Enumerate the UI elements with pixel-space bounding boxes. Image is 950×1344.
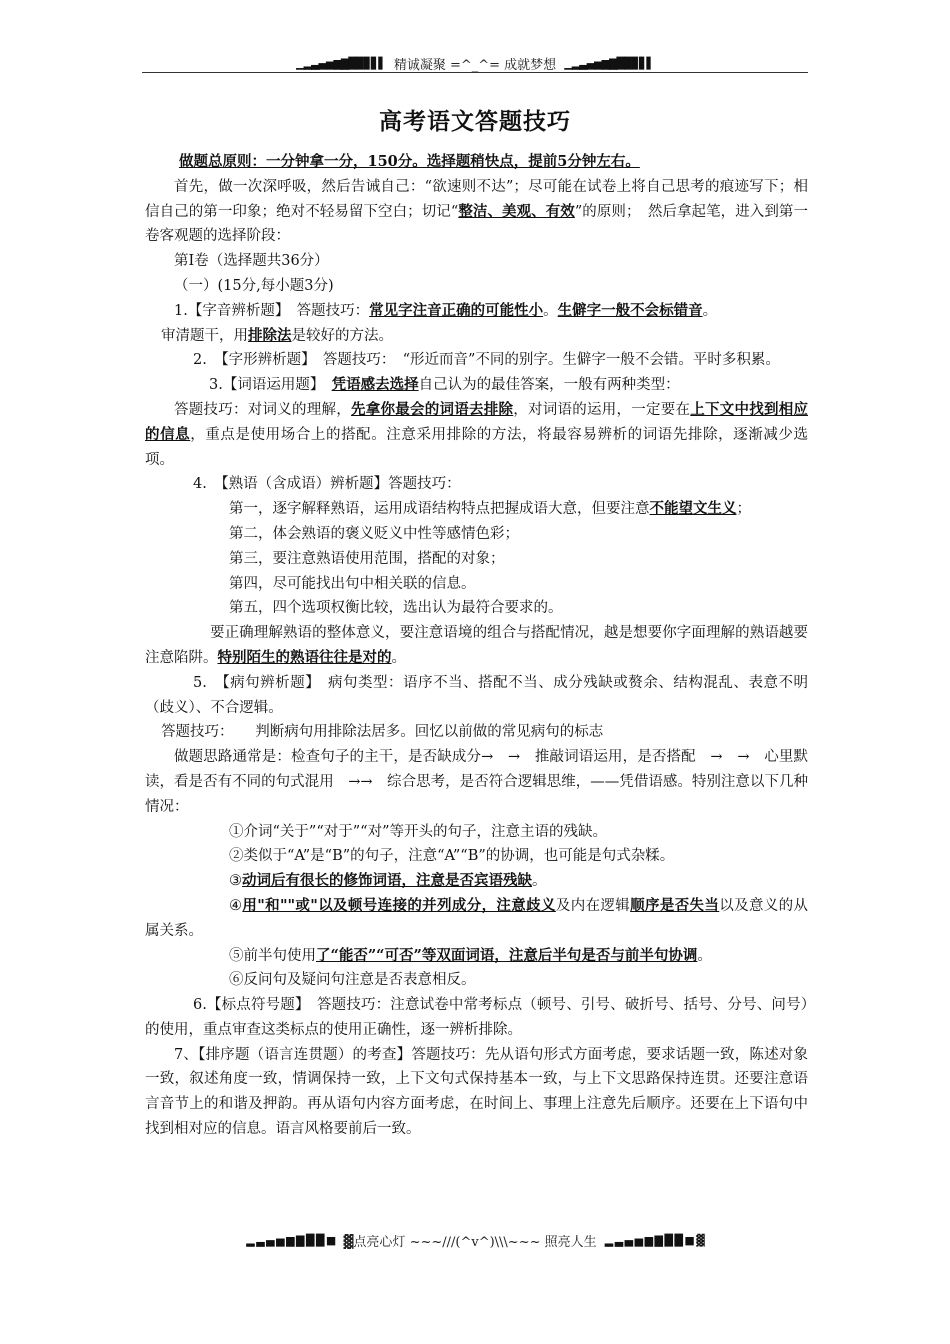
q5-approach: 做题思路通常是：检查句子的主干，是否缺成分→ → 推敲词语运用，是否搭配 → → 心里默读，看是否有不同的句式混用 →→ 综合思考，是否符合逻辑思维，——凭借语感。特别注意以下几种情况： — [145, 749, 808, 815]
q5-paragraph: 5. 【病句辨析题】 病句类型：语序不当、搭配不当、成分残缺或赘余、结构混乱、表意不明（歧义）、不合逻辑。 — [145, 674, 808, 716]
q4-summary: 要正确理解熟语的整体意义，要注意语境的组合与搭配情况，越是想要你字面理解的熟语越要注意陷阱。特别陌生的熟语往往是对的。 — [145, 625, 808, 666]
q4-item-4: 第四，尽可能找出句中相关联的信息。 — [229, 575, 476, 592]
q5-case-5: ⑤前半句使用了“能否”“可否”等双面词语，注意后半句是否与前半句协调。 — [229, 946, 712, 964]
q1-tip: 审清题干，用排除法是较好的方法。 — [161, 326, 393, 344]
q5-case-3: ③动词后有很长的修饰词语，注意是否宾语残缺。 — [229, 872, 547, 890]
q2-paragraph: 2. 【字形辨析题】 答题技巧： “形近而音”不同的别字。生僻字一般不会错。平时多积累。 — [193, 352, 780, 369]
q4-item-3: 第三，要注意熟语使用范围，搭配的对象； — [229, 550, 505, 567]
q5-case-4: ④用"和""或"以及顿号连接的并列成分，注意歧义及内在逻辑顺序是否失当以及意义的从属关系。 — [145, 896, 809, 939]
principle: 做题总原则：一分钟拿一分，150分。选择题稍快点，提前5分钟左右。 — [179, 153, 640, 170]
page-title: 高考语文答题技巧 — [379, 108, 571, 135]
q5-case-1: ①介词“关于”“对于”“对”等开头的句子，注意主语的残缺。 — [229, 823, 607, 840]
q5-case-6: ⑥反问句及疑问句注意是否表意相反。 — [229, 972, 476, 989]
footer-bars-right: ▂ ▃ ▄ ▅ ▆ ▇ █ █ ■ ▓ — [604, 1234, 704, 1247]
q3-paragraph: 3.【词语运用题】 凭语感去选择自己认为的最佳答案，一般有两种类型： — [209, 376, 680, 394]
intro-paragraph: 首先，做一次深呼吸，然后告诫自己：“欲速则不达”；尽可能在试卷上将自己思考的痕迹写下；相信自己的第一印象；绝对不轻易留下空白；切记“整洁、美观、有效”的原则； 然后拿起笔，进入到第一卷客观题的选择阶段： — [145, 178, 809, 245]
q4-paragraph: 4. 【熟语（含成语）辨析题】答题技巧： — [193, 476, 461, 493]
header-text: 精诚凝聚 =^_^= 成就梦想 — [393, 58, 557, 73]
q4-item-5: 第五，四个选项权衡比较，选出认为最符合要求的。 — [229, 600, 563, 617]
q1-paragraph: 1.【字音辨析题】 答题技巧：常见字注音正确的可能性小。生僻字一般不会标错音。 — [174, 301, 718, 319]
q7-paragraph: 7、【排序题（语言连贯题）的考查】答题技巧：先从语句形式方面考虑，要求话题一致，陈述对象一致，叙述角度一致，情调保持一致，上下文句式保持基本一致，与上下文思路保持连贯。还要注意语言音节上的和谐及押韵。再从语句内容方面考虑，在时间上、事理上注意先后顺序。还要在上下语句中找到相对应的信息。语言风格要前后一致。 — [145, 1046, 808, 1138]
page-header — [142, 54, 808, 73]
volume-heading: 第Ⅰ卷（选择题共36分） — [174, 253, 329, 270]
q5-case-2: ②类似于“A”是“B”的句子，注意“A”“B”的协调，也可能是句式杂糅。 — [229, 848, 675, 865]
q3-tip: 答题技巧：对词义的理解，先拿你最会的词语去排除，对词语的运用，一定要在上下文中找到相应的信息，重点是使用场合上的搭配。注意采用排除的方法，将最容易辨析的词语先排除，逐渐减少选项。 — [145, 400, 809, 468]
q6-paragraph: 6.【标点符号题】 答题技巧：注意试卷中常考标点（顿号、引号、破折号、括号、分号、问号）的使用，重点审查这类标点的使用正确性，逐一辨析排除。 — [145, 997, 808, 1038]
page-footer — [142, 1231, 808, 1250]
header-bars-left: ▁▂▃▄▅▆▇█▉▊▋▌ — [296, 57, 386, 70]
document-body — [145, 150, 808, 1142]
q5-tip: 答题技巧： 判断病句用排除法居多。回忆以前做的常见病句的标志 — [161, 724, 604, 741]
footer-text: ▓点亮心灯 ~~~///(^v^)\\\~~~ 照亮人生 — [343, 1235, 597, 1250]
header-rule — [142, 72, 808, 73]
header-bars-right: ▁▂▃▄▅▆▇█▉▊▋▌ — [564, 57, 654, 70]
part-heading: （一）(15分,每小题3分) — [174, 277, 334, 294]
footer-bars-left: ▂ ▃ ▄ ▅ ▆ ▇ █ █ ■ — [246, 1234, 336, 1247]
q4-item-2: 第二，体会熟语的褒义贬义中性等感情色彩； — [229, 525, 519, 542]
q4-item-1: 第一，逐字解释熟语，运用成语结构特点把握成语大意，但要注意不能望文生义； — [229, 500, 751, 518]
